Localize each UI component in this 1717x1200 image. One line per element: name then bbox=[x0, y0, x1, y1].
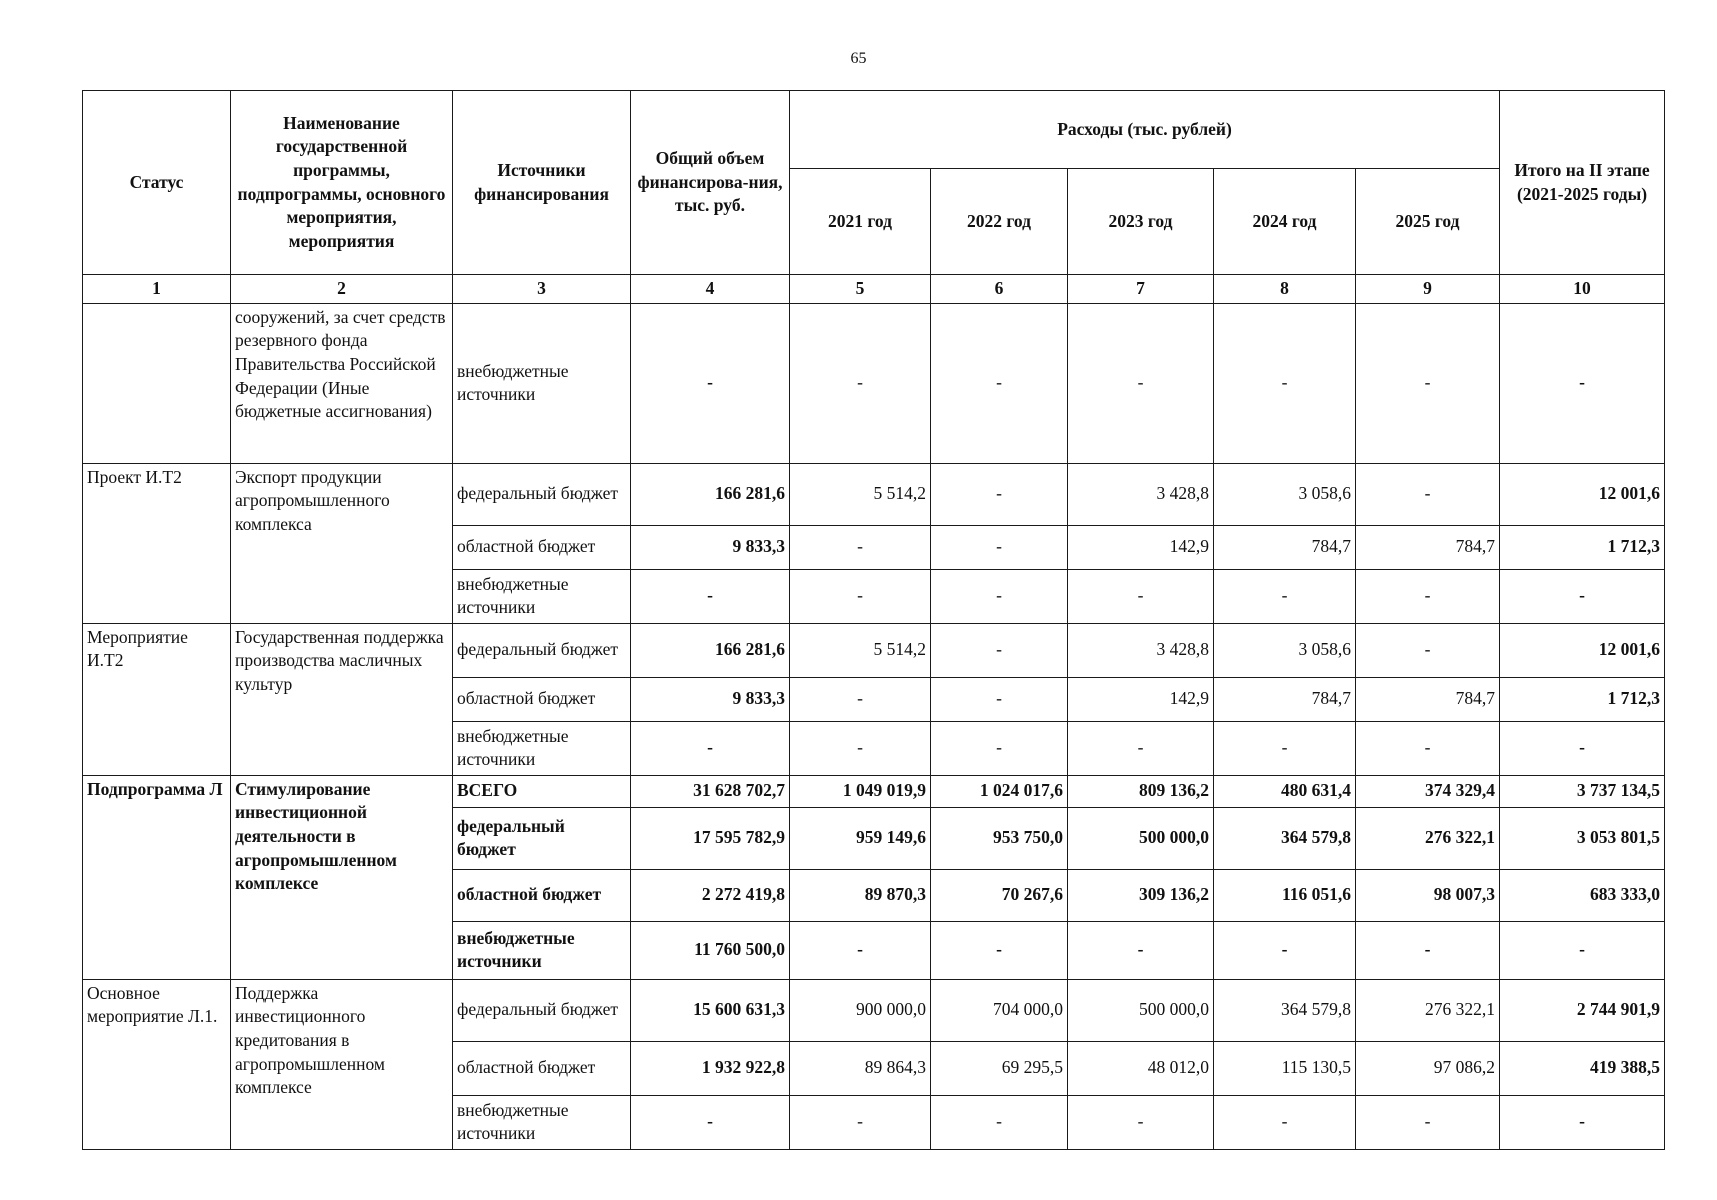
funding-source-cell: областной бюджет bbox=[453, 869, 631, 921]
year-value-cell: 1 024 017,6 bbox=[931, 775, 1068, 807]
stage-total-cell: - bbox=[1500, 921, 1665, 979]
funding-source-cell: федеральный бюджет bbox=[453, 623, 631, 677]
year-value-cell: 3 058,6 bbox=[1214, 463, 1356, 525]
year-value-cell: - bbox=[790, 677, 931, 721]
year-value-cell: - bbox=[1214, 921, 1356, 979]
status-cell: Проект И.Т2 bbox=[83, 463, 231, 623]
year-value-cell: - bbox=[790, 721, 931, 775]
status-cell: Мероприятие И.Т2 bbox=[83, 623, 231, 775]
stage-total-cell: 2 744 901,9 bbox=[1500, 979, 1665, 1041]
year-value-cell: - bbox=[931, 1095, 1068, 1149]
year-value-cell: - bbox=[1356, 303, 1500, 463]
year-value-cell: 3 058,6 bbox=[1214, 623, 1356, 677]
year-value-cell: - bbox=[1214, 721, 1356, 775]
year-value-cell: - bbox=[931, 463, 1068, 525]
year-value-cell: 3 428,8 bbox=[1068, 623, 1214, 677]
year-value-cell: 98 007,3 bbox=[1356, 869, 1500, 921]
header-total: Общий объем финансирова-ния, тыс. руб. bbox=[631, 91, 790, 275]
stage-total-cell: 419 388,5 bbox=[1500, 1041, 1665, 1095]
year-value-cell: - bbox=[1356, 721, 1500, 775]
year-value-cell: 900 000,0 bbox=[790, 979, 931, 1041]
year-value-cell: - bbox=[1356, 463, 1500, 525]
column-number: 1 bbox=[83, 275, 231, 304]
year-value-cell: 5 514,2 bbox=[790, 623, 931, 677]
column-number: 5 bbox=[790, 275, 931, 304]
year-value-cell: - bbox=[931, 569, 1068, 623]
year-value-cell: - bbox=[1356, 623, 1500, 677]
year-value-cell: - bbox=[1068, 921, 1214, 979]
year-value-cell: 364 579,8 bbox=[1214, 807, 1356, 869]
program-name-cell: Стимулирование инвестиционной деятельности в агропромышленном комплексе bbox=[231, 775, 453, 979]
header-sources: Источники финансирования bbox=[453, 91, 631, 275]
total-volume-cell: 166 281,6 bbox=[631, 623, 790, 677]
total-volume-cell: 166 281,6 bbox=[631, 463, 790, 525]
year-value-cell: 309 136,2 bbox=[1068, 869, 1214, 921]
year-value-cell: 784,7 bbox=[1214, 677, 1356, 721]
stage-total-cell: 683 333,0 bbox=[1500, 869, 1665, 921]
year-value-cell: 115 130,5 bbox=[1214, 1041, 1356, 1095]
funding-source-cell: внебюджетные источники bbox=[453, 569, 631, 623]
year-value-cell: 116 051,6 bbox=[1214, 869, 1356, 921]
total-volume-cell: 9 833,3 bbox=[631, 677, 790, 721]
funding-source-cell: внебюджетные источники bbox=[453, 721, 631, 775]
status-cell bbox=[83, 303, 231, 463]
year-value-cell: 142,9 bbox=[1068, 525, 1214, 569]
year-value-cell: 784,7 bbox=[1356, 677, 1500, 721]
status-cell: Основное мероприятие Л.1. bbox=[83, 979, 231, 1149]
year-value-cell: - bbox=[931, 677, 1068, 721]
table-row bbox=[83, 979, 1665, 1041]
funding-source-cell: внебюджетные источники bbox=[453, 921, 631, 979]
year-value-cell: 784,7 bbox=[1214, 525, 1356, 569]
funding-source-cell: внебюджетные источники bbox=[453, 303, 631, 463]
year-value-cell: 959 149,6 bbox=[790, 807, 931, 869]
funding-source-cell: внебюджетные источники bbox=[453, 1095, 631, 1149]
page-number: 65 bbox=[850, 50, 867, 67]
year-value-cell: - bbox=[931, 303, 1068, 463]
stage-total-cell: - bbox=[1500, 569, 1665, 623]
funding-source-cell: областной бюджет bbox=[453, 1041, 631, 1095]
funding-source-cell: областной бюджет bbox=[453, 525, 631, 569]
table-row bbox=[83, 303, 1665, 463]
year-value-cell: 480 631,4 bbox=[1214, 775, 1356, 807]
header-year-2024: 2024 год bbox=[1214, 169, 1356, 275]
stage-total-cell: 3 737 134,5 bbox=[1500, 775, 1665, 807]
header-stage-total: Итого на II этапе (2021-2025 годы) bbox=[1500, 91, 1665, 275]
column-number: 9 bbox=[1356, 275, 1500, 304]
stage-total-cell: 12 001,6 bbox=[1500, 623, 1665, 677]
stage-total-cell: - bbox=[1500, 721, 1665, 775]
funding-source-cell: ВСЕГО bbox=[453, 775, 631, 807]
header-year-2025: 2025 год bbox=[1356, 169, 1500, 275]
year-value-cell: - bbox=[790, 525, 931, 569]
year-value-cell: - bbox=[1214, 569, 1356, 623]
year-value-cell: 809 136,2 bbox=[1068, 775, 1214, 807]
year-value-cell: 5 514,2 bbox=[790, 463, 931, 525]
funding-source-cell: федеральный бюджет bbox=[453, 463, 631, 525]
year-value-cell: - bbox=[1356, 1095, 1500, 1149]
year-value-cell: 97 086,2 bbox=[1356, 1041, 1500, 1095]
header-year-2023: 2023 год bbox=[1068, 169, 1214, 275]
stage-total-cell: 12 001,6 bbox=[1500, 463, 1665, 525]
funding-source-cell: федеральный бюджет bbox=[453, 807, 631, 869]
total-volume-cell: - bbox=[631, 721, 790, 775]
year-value-cell: 276 322,1 bbox=[1356, 807, 1500, 869]
total-volume-cell: 11 760 500,0 bbox=[631, 921, 790, 979]
column-number: 10 bbox=[1500, 275, 1665, 304]
stage-total-cell: - bbox=[1500, 303, 1665, 463]
total-volume-cell: - bbox=[631, 1095, 790, 1149]
program-name-cell: Поддержка инвестиционного кредитования в агропромышленном комплексе bbox=[231, 979, 453, 1149]
year-value-cell: 3 428,8 bbox=[1068, 463, 1214, 525]
year-value-cell: 364 579,8 bbox=[1214, 979, 1356, 1041]
funding-source-cell: федеральный бюджет bbox=[453, 979, 631, 1041]
status-cell: Подпрограмма Л bbox=[83, 775, 231, 979]
year-value-cell: - bbox=[1068, 1095, 1214, 1149]
stage-total-cell: - bbox=[1500, 1095, 1665, 1149]
year-value-cell: 89 864,3 bbox=[790, 1041, 931, 1095]
program-name-cell: Экспорт продукции агропромышленного комплекса bbox=[231, 463, 453, 623]
year-value-cell: 142,9 bbox=[1068, 677, 1214, 721]
stage-total-cell: 3 053 801,5 bbox=[1500, 807, 1665, 869]
table-row bbox=[83, 463, 1665, 525]
total-volume-cell: 1 932 922,8 bbox=[631, 1041, 790, 1095]
year-value-cell: 784,7 bbox=[1356, 525, 1500, 569]
total-volume-cell: 2 272 419,8 bbox=[631, 869, 790, 921]
year-value-cell: - bbox=[790, 303, 931, 463]
header-name: Наименование государственной программы, подпрограммы, основного мероприятия, мероприятия bbox=[231, 91, 453, 275]
year-value-cell: - bbox=[790, 1095, 931, 1149]
year-value-cell: - bbox=[931, 525, 1068, 569]
year-value-cell: 500 000,0 bbox=[1068, 979, 1214, 1041]
header-year-2022: 2022 год bbox=[931, 169, 1068, 275]
program-name-cell: сооружений, за счет средств резервного фонда Правительства Российской Федерации (Иные бюджетные ассигнования) bbox=[231, 303, 453, 463]
year-value-cell: - bbox=[931, 623, 1068, 677]
year-value-cell: 500 000,0 bbox=[1068, 807, 1214, 869]
year-value-cell: 276 322,1 bbox=[1356, 979, 1500, 1041]
column-number: 6 bbox=[931, 275, 1068, 304]
header-year-2021: 2021 год bbox=[790, 169, 931, 275]
year-value-cell: 48 012,0 bbox=[1068, 1041, 1214, 1095]
year-value-cell: - bbox=[1068, 569, 1214, 623]
year-value-cell: 953 750,0 bbox=[931, 807, 1068, 869]
total-volume-cell: 15 600 631,3 bbox=[631, 979, 790, 1041]
year-value-cell: - bbox=[1214, 1095, 1356, 1149]
total-volume-cell: 17 595 782,9 bbox=[631, 807, 790, 869]
year-value-cell: 70 267,6 bbox=[931, 869, 1068, 921]
year-value-cell: - bbox=[1068, 303, 1214, 463]
header-status: Статус bbox=[83, 91, 231, 275]
table-row bbox=[83, 623, 1665, 677]
total-volume-cell: - bbox=[631, 303, 790, 463]
year-value-cell: - bbox=[1356, 921, 1500, 979]
year-value-cell: - bbox=[790, 569, 931, 623]
table-body bbox=[83, 303, 1665, 1149]
year-value-cell: - bbox=[931, 721, 1068, 775]
program-name-cell: Государственная поддержка производства масличных культур bbox=[231, 623, 453, 775]
year-value-cell: 704 000,0 bbox=[931, 979, 1068, 1041]
year-value-cell: - bbox=[790, 921, 931, 979]
header-expenses: Расходы (тыс. рублей) bbox=[790, 91, 1500, 169]
table-row bbox=[83, 775, 1665, 807]
column-number: 2 bbox=[231, 275, 453, 304]
column-number: 3 bbox=[453, 275, 631, 304]
year-value-cell: - bbox=[1214, 303, 1356, 463]
year-value-cell: 1 049 019,9 bbox=[790, 775, 931, 807]
funding-source-cell: областной бюджет bbox=[453, 677, 631, 721]
column-number: 7 bbox=[1068, 275, 1214, 304]
year-value-cell: - bbox=[931, 921, 1068, 979]
year-value-cell: 69 295,5 bbox=[931, 1041, 1068, 1095]
total-volume-cell: 31 628 702,7 bbox=[631, 775, 790, 807]
column-number: 4 bbox=[631, 275, 790, 304]
year-value-cell: 89 870,3 bbox=[790, 869, 931, 921]
year-value-cell: - bbox=[1356, 569, 1500, 623]
year-value-cell: 374 329,4 bbox=[1356, 775, 1500, 807]
total-volume-cell: - bbox=[631, 569, 790, 623]
stage-total-cell: 1 712,3 bbox=[1500, 677, 1665, 721]
funding-table bbox=[82, 90, 1665, 1150]
total-volume-cell: 9 833,3 bbox=[631, 525, 790, 569]
year-value-cell: - bbox=[1068, 721, 1214, 775]
column-number: 8 bbox=[1214, 275, 1356, 304]
stage-total-cell: 1 712,3 bbox=[1500, 525, 1665, 569]
